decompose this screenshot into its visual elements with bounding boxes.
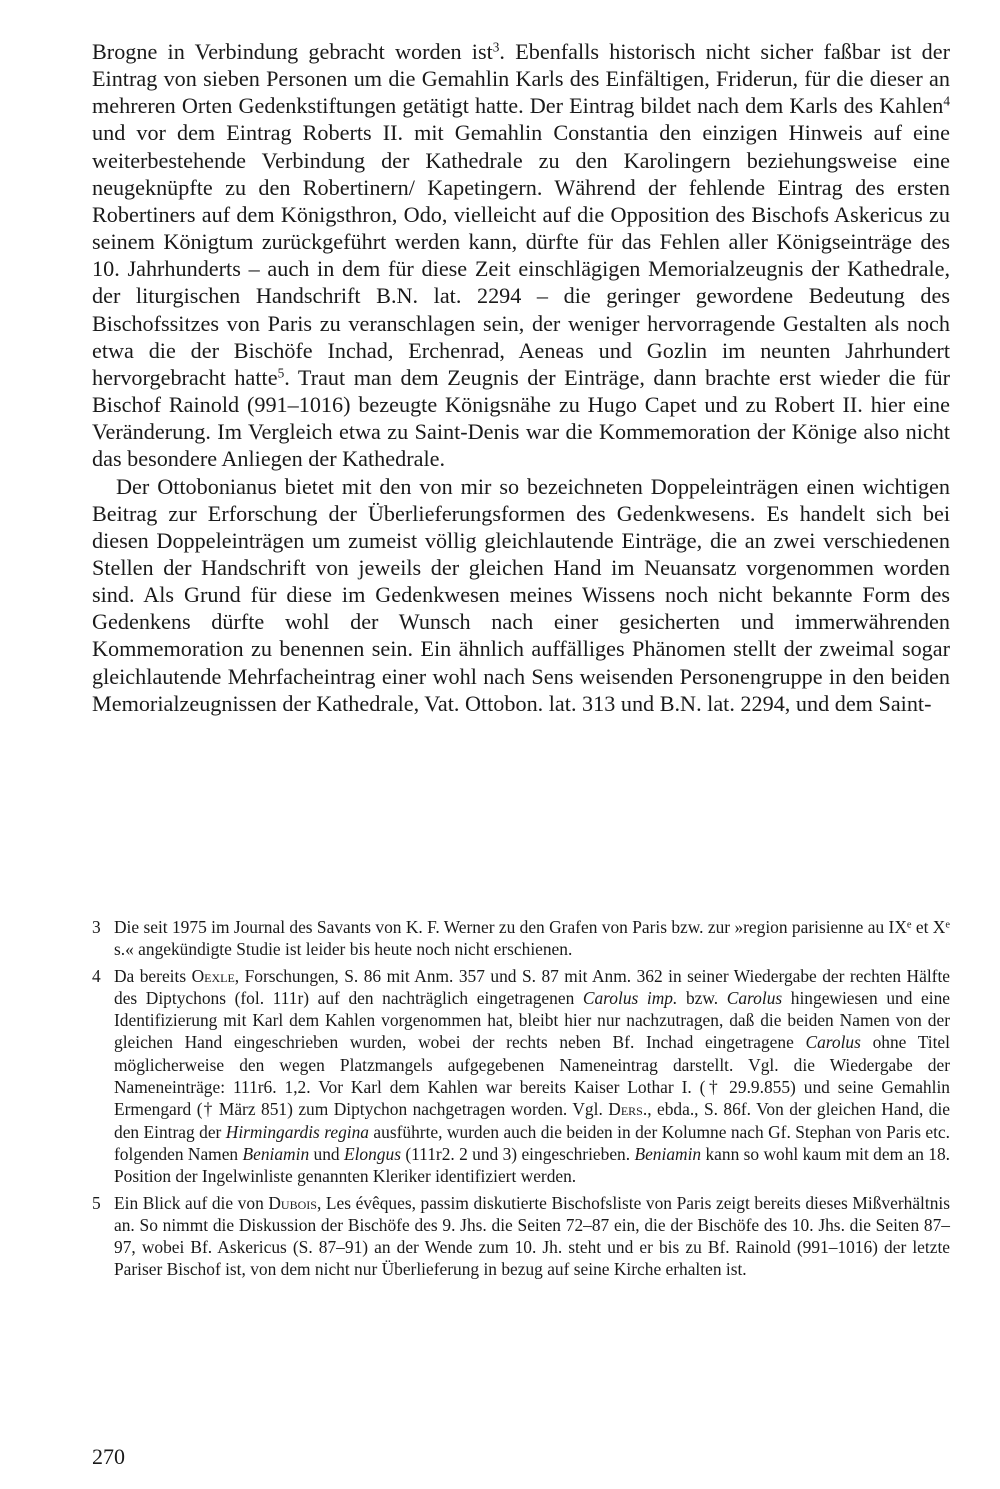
author-name: Oexle [191,965,235,986]
main-text-block [92,38,950,717]
italic-name: Carolus imp. [582,987,678,1008]
footnote-number: 5 [92,1192,101,1213]
paragraph-1 [92,38,950,473]
footnote-ref-5[interactable]: 5 [277,365,285,381]
footnote-4-text-d: hingewiesen und eine Identifizierung mit Karl dem Kahlen vorgenommen hat, bleibt hier nur nachzutragen, daß die beiden Namen von der gleichen Hand eingeschrieben wurden, wobei der rechts neben Bf. Inchad eingetragene [114,987,950,1053]
paragraph-1-part-a: Brogne in Verbindung gebracht worden ist [92,39,493,64]
italic-name: Elongus [343,1143,401,1164]
footnote-4-text-f: , ebda., S. 86f. Von der gleichen Hand, die den Eintrag der [114,1099,950,1142]
footnote-4-text-e: ohne Titel möglicherweise den wegen Platzmangels aufgegebenen Nameneintrag darstellt. Vgl. die Wiedergabe der Nameneinträge: 111r6. 1,2. Vor Karl dem Kahlen war bereits Kaiser Lothar I. († 29.9.855) und seine Gemahlin Ermengard († März 851) zum Diptychon nachgetragen worden. Vgl. [114,1032,950,1120]
footnote-3 [92,916,950,961]
footnote-4-text-i: (111r2. 2 und 3) eingeschrieben. [400,1143,635,1164]
footnote-5-text-a: Ein Blick auf die von [114,1192,269,1213]
italic-name: Beniamin [634,1143,702,1164]
paragraph-1-part-b: . Ebenfalls historisch nicht sicher faßbar ist der Eintrag von sieben Personen um die Gemahlin Karls des Einfältigen, Friderun, für die dieser an mehreren Orten Gedenkstiftungen getätigt hatte. Der Eintrag bildet nach dem Karls des Kahlen [92,39,950,119]
body-text [92,38,950,717]
footnote-3-text-a: Die seit 1975 im Journal des Savants von K. F. Werner zu den Grafen von Paris bzw. zur »region parisienne au IX [114,917,907,937]
author-name: Ders. [608,1099,648,1120]
page-number: 270 [92,1444,125,1469]
paragraph-1-part-d: . Traut man dem Zeugnis der Einträge, dann brachte erst wieder die für Bischof Rainold (991–1016) bezeugte Königsnähe zu Hugo Capet und zu Robert II. hier eine Veränderung. Im Vergleich etwa zu Saint-Denis war die Kommemoration der Könige also nicht das besondere Anliegen der Kathedrale. [92,364,950,472]
footnote-ref-3[interactable]: 3 [492,39,500,55]
footnote-5-text-b: , Les évêques, passim diskutierte Bischofsliste von Paris zeigt bereits dieses Mißverhältnis an. So nimmt die Diskussion der Bischöfe des 9. Jhs. die Seiten 72–87 ein, die der Bischöfe des 10. Jhs. die Seiten 87–97, wobei Bf. Askericus (S. 87–91) an der Wende zum 10. Jh. steht und er bis zu Bf. Rainold (991–1016) der letzte Pariser Bischof ist, von dem nicht nur Überlieferung in bezug auf seine Kirche erhalten ist. [114,1192,950,1280]
author-name: Dubois [268,1192,317,1213]
paragraph-2: Der Ottobonianus bietet mit den von mir so bezeichneten Doppeleinträgen einen wichtigen Beitrag zur Erforschung der Überlieferungsformen des Gedenkwesens. Es handelt sich bei diesen Doppeleinträgen um zumeist völlig gleichlautende Einträge, die an zwei verschiedenen Stellen der Handschrift von jeweils der gleichen Hand im Neuansatz vorgenommen worden sind. Als Grund für diese im Gedenkwesen meines Wissens noch nicht bekannte Form des Gedenkens dürfte wohl der Wunsch nach einer gesicherten und immerwährenden Kommemoration zu benennen sein. Ein ähnlich auffälliges Phänomen stellt der zweimal sogar gleichlautende Mehrfacheintrag einer wohl nach Sens weisenden Personengruppe in den beiden Memorialzeugnissen der Kathedrale, Vat. Ottobon. lat. 313 und B.N. lat. 2294, und dem Saint- [92,473,950,716]
footnote-4 [92,965,950,1188]
italic-name: Carolus [805,1032,861,1053]
footnote-4-text-h: und [309,1143,344,1164]
footnote-3-text-c: s.« angekündigte Studie ist leider bis heute noch nicht erschienen. [114,939,573,960]
footnote-ref-4[interactable]: 4 [943,94,950,109]
footnote-4-text-b: , Forschungen, S. 86 mit Anm. 357 und S. 87 mit Anm. 362 in seiner Wiedergabe der rechten Hälfte des Diptychons (fol. 111r) auf den nachträglich eingetragenen [114,965,950,1008]
italic-name: Beniamin [242,1143,310,1164]
footnote-number: 3 [92,917,101,937]
footnotes [92,916,950,1285]
superscript-e: e [945,919,950,931]
footnote-5 [92,1192,950,1281]
footnote-number: 4 [92,965,101,986]
footnote-3-text-b: et X [911,917,946,937]
italic-name: Carolus [726,987,783,1008]
superscript-e: e [906,919,912,931]
italic-name: Hirmingardis regina [225,1121,369,1142]
footnote-4-text-c: bzw. [677,987,727,1008]
footnote-4-text-a: Da bereits [114,965,192,986]
footnote-4-text-g: ausführte, wurden auch die beiden in der Kolumne nach Gf. Stephan von Paris etc. folgenden Namen [114,1121,950,1164]
paragraph-1-part-c: und vor dem Eintrag Roberts II. mit Gemahlin Constantia den einzigen Hinweis auf eine weiterbestehende Verbindung der Kathedrale zu den Karolingern beziehungsweise eine neugeknüpfte zu den Robertinern/ Kapetingern. Während der fehlende Eintrag des ersten Robertiners auf dem Königsthron, Odo, vielleicht auf die Opposition des Bischofs Askericus zu seinem Königtum zurückgeführt werden kann, dürfte für das Fehlen aller Königseinträge des 10. Jahrhunderts – auch in dem für diese Zeit einschlägigen Memorialzeugnis der Kathedrale, der liturgischen Handschrift B.N. lat. 2294 – die geringer gewordene Bedeutung des Bischofssitzes von Paris zu veranschlagen sein, der weniger hervorragende Gestalten als noch etwa die der Bischöfe Inchad, Erchenrad, Aeneas und Gozlin im neunten Jahrhundert hervorgebracht hatte [92,120,950,390]
footnote-4-text-j: kann so wohl kaum mit dem an 18. Position der Ingelwinliste genannten Kleriker identifiziert werden. [114,1143,950,1187]
